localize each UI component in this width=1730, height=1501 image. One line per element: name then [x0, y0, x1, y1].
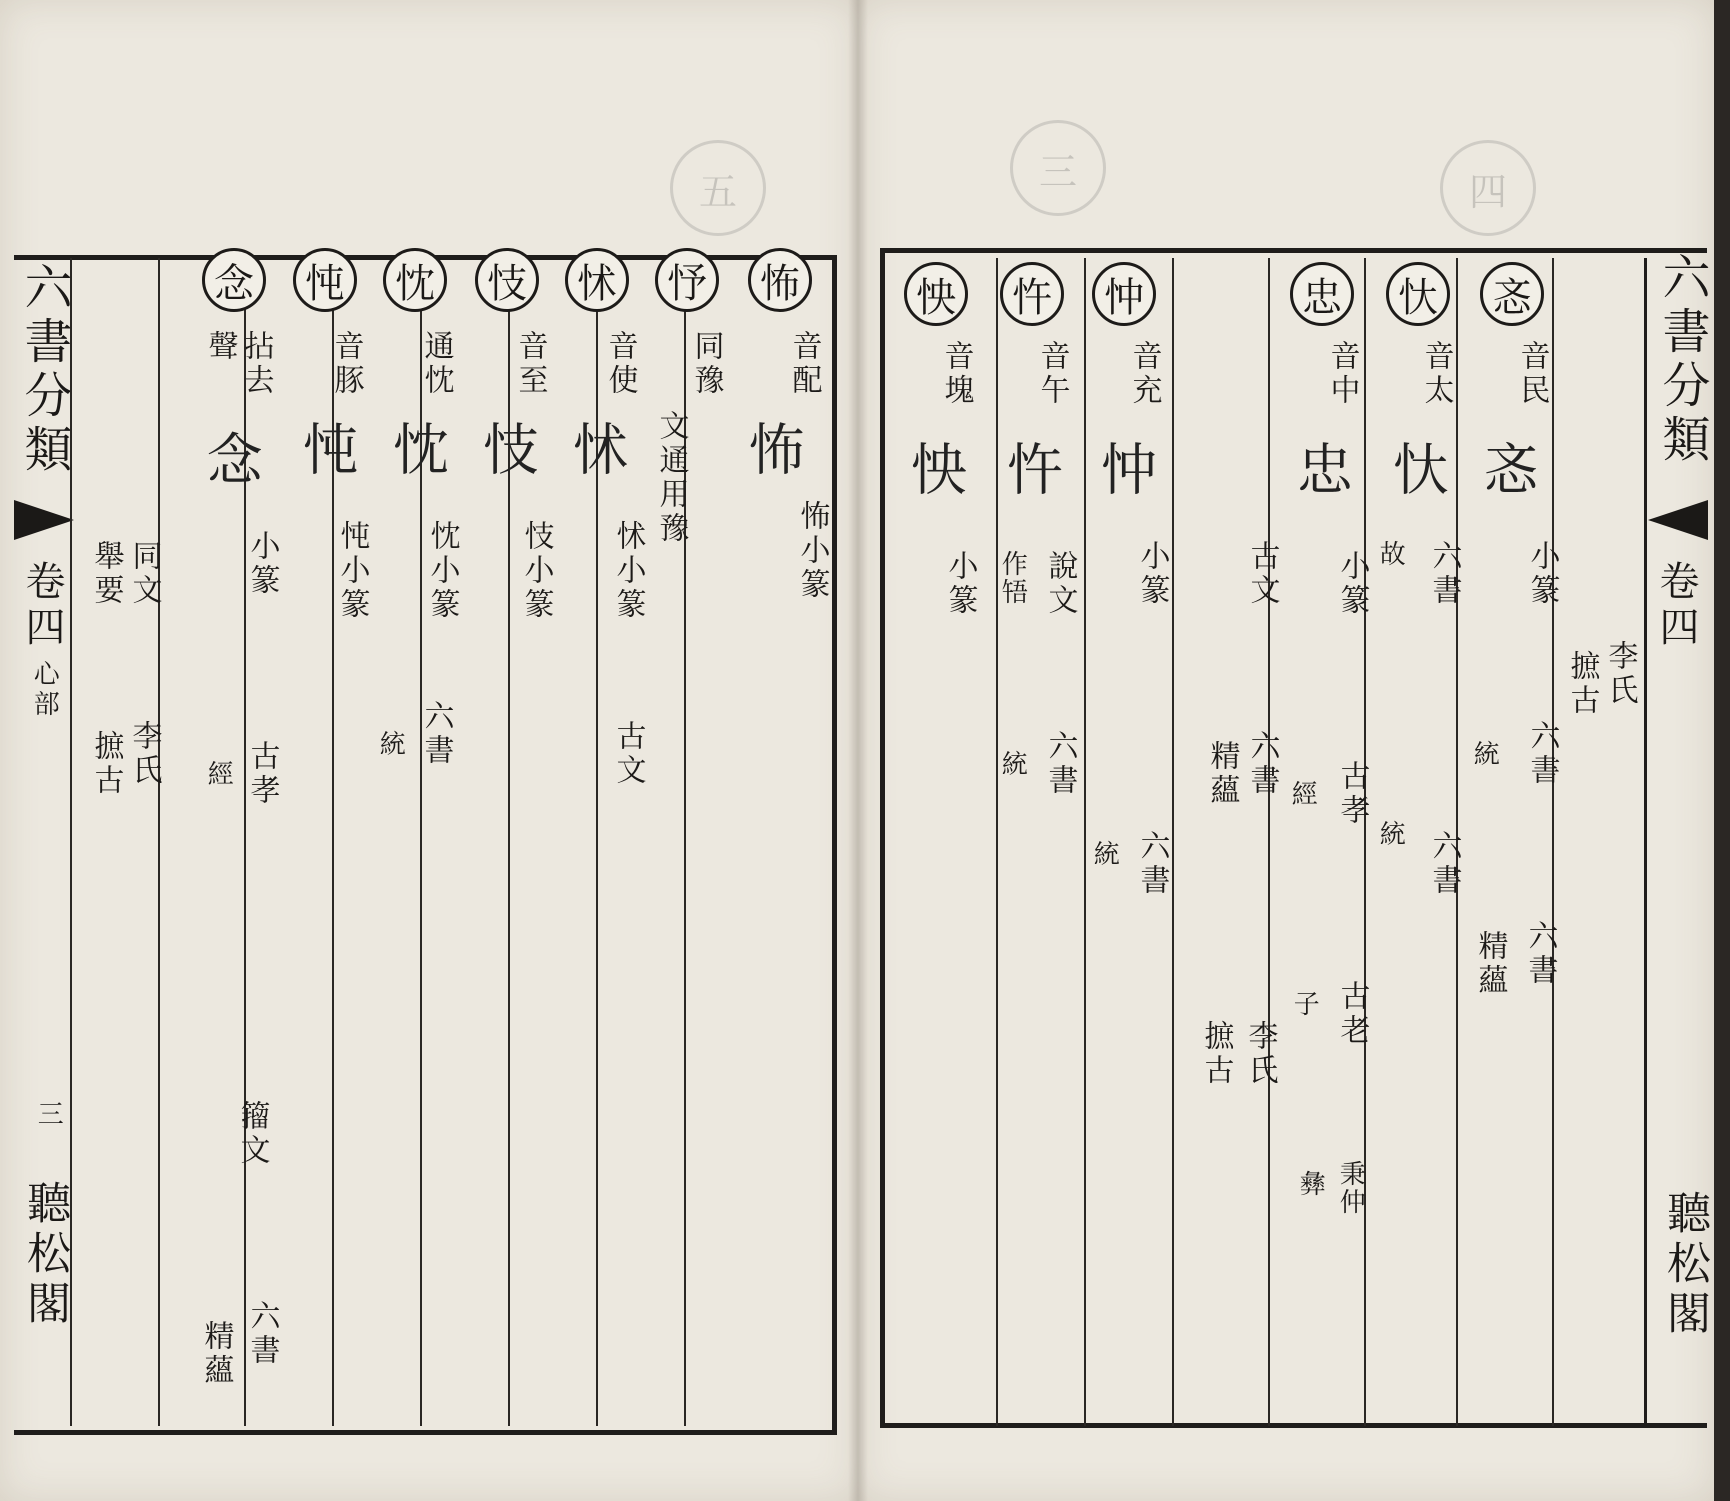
entry-text: 拈去 [238, 330, 274, 398]
entry-text: 精蘊 [198, 1320, 234, 1388]
entry-text: 六書 [1426, 830, 1462, 898]
seal-script: 忤 [997, 440, 1063, 514]
seal-script: 忞 [1473, 440, 1539, 514]
entry-text: 籀文 [234, 1100, 270, 1168]
entry-column [996, 258, 1084, 1426]
head-character: 忞 [1480, 262, 1544, 326]
entry-text: 小篆 [244, 530, 280, 598]
entry-text: 摭古 [1198, 1020, 1234, 1088]
entry-text: 文通用豫 [653, 410, 689, 546]
entry-text: 舉要 [88, 540, 124, 608]
left-section: 心部 [29, 660, 60, 720]
book-gutter [848, 0, 868, 1501]
entry-text: 六書 [1134, 830, 1170, 898]
entry-text: 統 [1375, 820, 1406, 848]
entry-text: 古文 [610, 720, 646, 788]
entry-text: 六書 [1042, 730, 1078, 798]
entry-text: 李氏 [126, 720, 162, 788]
entry-text: 怖小篆 [794, 500, 830, 602]
entry-text: 小篆 [1524, 540, 1560, 608]
entry-text: 統 [375, 730, 406, 758]
ghost-stamp: 四 [1440, 140, 1536, 236]
entry-text: 六書 [1244, 730, 1280, 798]
entry-text: 摭古 [88, 730, 124, 798]
entry-text: 忳小篆 [334, 520, 370, 622]
entry-text: 音塊 [938, 340, 974, 408]
seal-script: 怏 [901, 440, 967, 514]
entry-text: 怵小篆 [610, 520, 646, 622]
entry-text: 音太 [1418, 340, 1454, 408]
head-character: 忕 [1386, 262, 1450, 326]
entry-text: 經 [203, 760, 234, 788]
entry-text: 經 [1287, 780, 1318, 808]
entry-column [1268, 258, 1364, 1426]
entry-text: 六書 [1522, 920, 1558, 988]
ghost-stamp: 三 [1010, 120, 1106, 216]
head-character: 忤 [1000, 262, 1064, 326]
head-character: 忬 [655, 248, 719, 312]
entry-column [1552, 258, 1644, 1426]
ghost-stamp: 五 [670, 140, 766, 236]
seal-script: 忠 [1287, 440, 1353, 514]
margin-divider [1644, 258, 1650, 1426]
entry-text: 音中 [1324, 340, 1360, 408]
entry-text: 古孝 [1334, 760, 1370, 828]
head-character: 忳 [293, 248, 357, 312]
entry-text: 摭古 [1564, 650, 1600, 718]
head-character: 忡 [1092, 262, 1156, 326]
entry-text: 作啎 [997, 550, 1028, 606]
head-character: 念 [202, 248, 266, 312]
entry-text: 古孝 [244, 740, 280, 808]
entry-text: 忮小篆 [518, 520, 554, 622]
entry-text: 六書 [1524, 720, 1560, 788]
entry-text: 李氏 [1242, 1020, 1278, 1088]
right-studio: 聽松閣 [1659, 1190, 1710, 1340]
entry-text: 音午 [1034, 340, 1070, 408]
head-character: 怵 [565, 248, 629, 312]
entry-text: 通忱 [418, 330, 454, 398]
entry-text: 聲 [202, 330, 238, 364]
left-margin-title: 六書分類 [16, 262, 72, 478]
entry-text: 六書 [244, 1300, 280, 1368]
entry-text: 六書 [418, 700, 454, 768]
entry-text: 小篆 [1134, 540, 1170, 608]
entry-text: 古文 [1244, 540, 1280, 608]
entry-text: 說文 [1042, 550, 1078, 618]
entry-text: 統 [1089, 840, 1120, 868]
entry-text: 六書 [1426, 540, 1462, 608]
left-volume: 卷四 [19, 560, 65, 652]
head-character: 忮 [475, 248, 539, 312]
head-character: 怖 [748, 248, 812, 312]
entry-text: 統 [997, 750, 1028, 778]
head-character: 忠 [1290, 262, 1354, 326]
head-character: 怏 [904, 262, 968, 326]
seal-script: 怵 [563, 420, 629, 494]
entry-text: 小篆 [942, 550, 978, 618]
head-character: 忱 [383, 248, 447, 312]
entry-text: 音使 [602, 330, 638, 398]
entry-text: 古老 [1334, 980, 1370, 1048]
right-margin-title: 六書分類 [1654, 252, 1710, 468]
seal-script: 怖 [739, 420, 805, 494]
entry-text: 精蘊 [1204, 740, 1240, 808]
entry-text: 音民 [1514, 340, 1550, 408]
entry-text: 彝 [1295, 1170, 1326, 1198]
seal-script: 忱 [383, 420, 449, 494]
entry-text: 故 [1375, 540, 1406, 568]
entry-text: 李氏 [1602, 640, 1638, 708]
entry-text: 統 [1469, 740, 1500, 768]
left-page-number: 三 [33, 1100, 64, 1130]
entry-text: 忱小篆 [424, 520, 460, 622]
entry-column [70, 258, 162, 1426]
fishtail-mark [14, 500, 74, 540]
seal-script: 忕 [1383, 440, 1449, 514]
entry-column [1172, 258, 1268, 1426]
entry-text: 同豫 [688, 330, 724, 398]
entry-column [1456, 258, 1552, 1426]
entry-text: 音配 [786, 330, 822, 398]
seal-script: 忳 [293, 420, 359, 494]
right-volume: 卷四 [1653, 560, 1699, 652]
left-studio: 聽松閣 [19, 1180, 70, 1330]
entry-text: 子 [1289, 990, 1320, 1018]
fishtail-mark [1648, 500, 1708, 540]
seal-script: 忮 [473, 420, 539, 494]
entry-text: 秉仲 [1335, 1160, 1366, 1216]
entry-text: 音至 [512, 330, 548, 398]
entry-text: 音豚 [328, 330, 364, 398]
entry-text: 同文 [126, 540, 162, 608]
seal-script: 念 [197, 430, 263, 504]
entry-text: 音充 [1126, 340, 1162, 408]
seal-script: 忡 [1091, 440, 1157, 514]
entry-text: 精蘊 [1472, 930, 1508, 998]
entry-text: 小篆 [1334, 550, 1370, 618]
